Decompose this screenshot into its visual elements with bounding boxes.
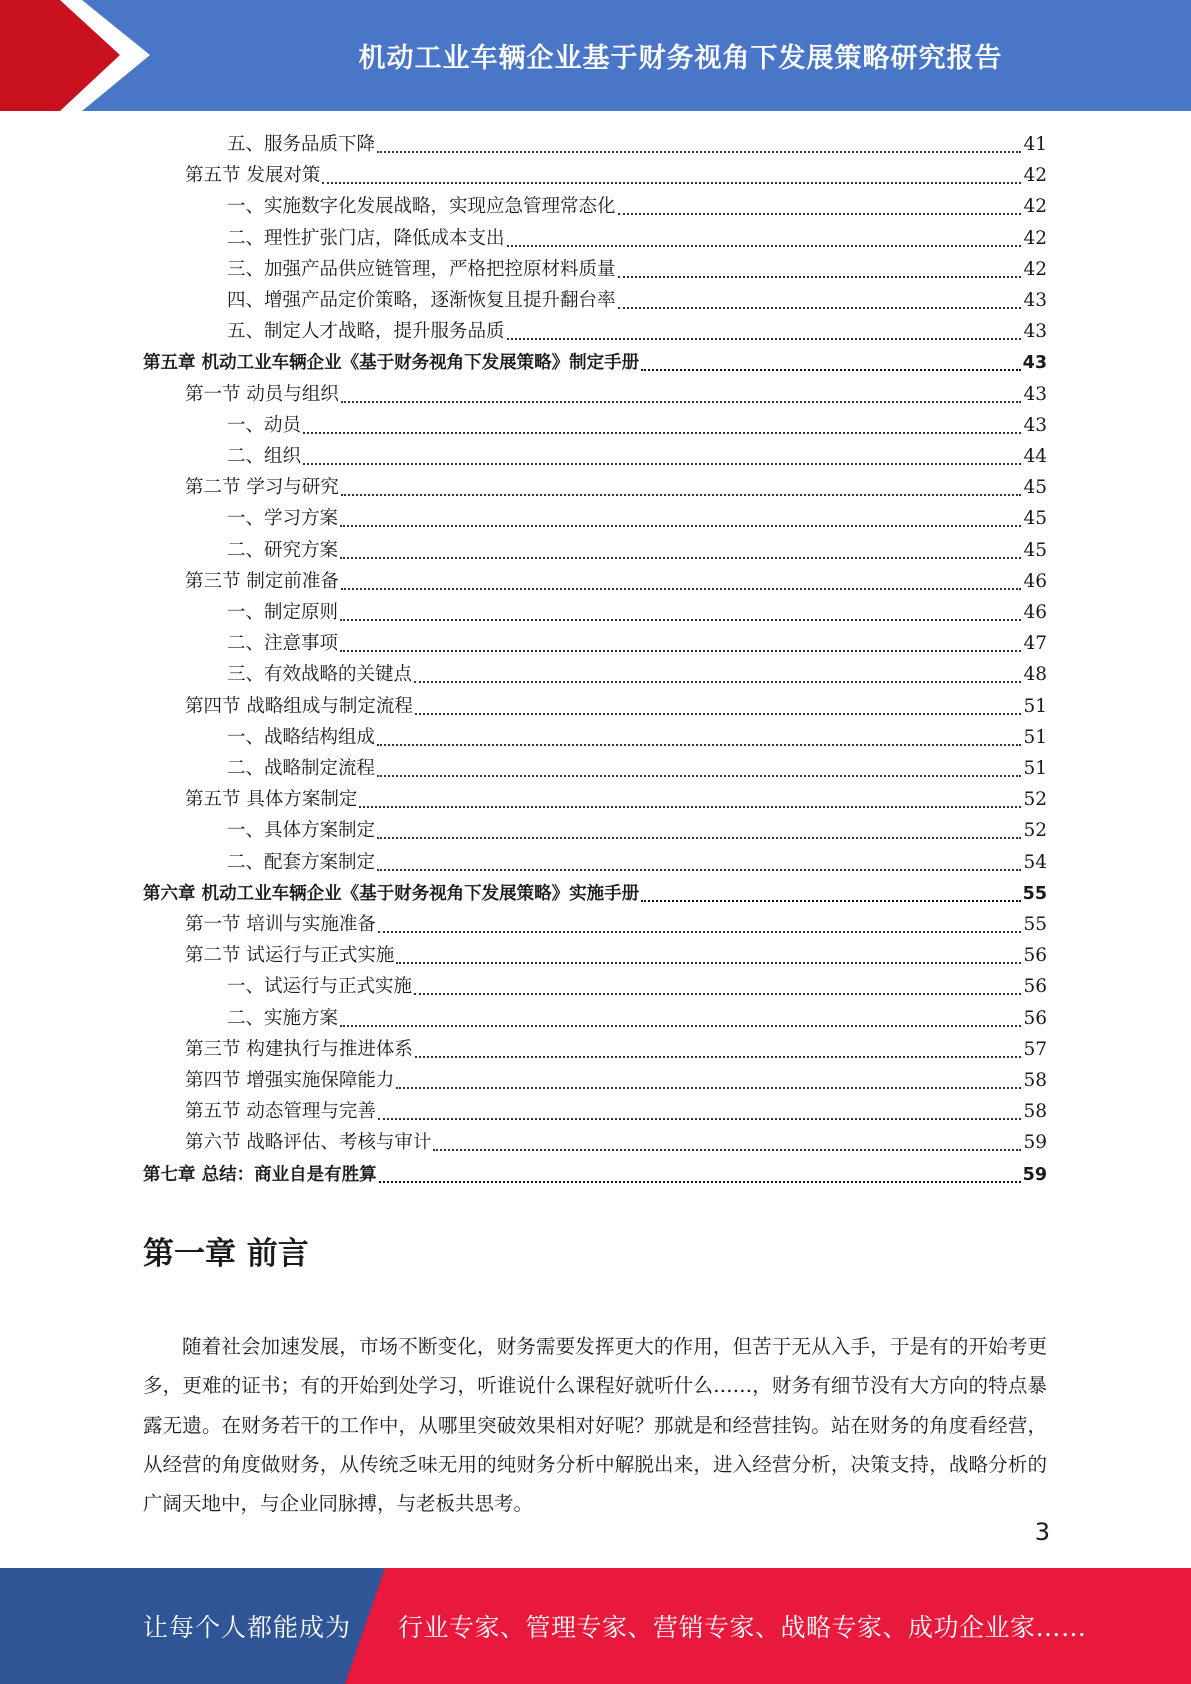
toc-dot-leader — [359, 790, 1021, 808]
toc-entry-title: 第四节 增强实施保障能力 — [185, 1070, 395, 1091]
toc-dot-leader — [415, 1040, 1022, 1058]
toc-entry-page: 47 — [1023, 633, 1047, 655]
toc-entry-title: 一、战略结构组成 — [227, 726, 376, 748]
toc-subsection-entry[interactable] — [227, 315, 1047, 346]
toc-entry-title: 第五节 发展对策 — [185, 165, 321, 187]
toc-dot-leader — [415, 697, 1022, 715]
toc-entry-title: 二、组织 — [227, 446, 302, 467]
header-arrow-decoration — [0, 0, 200, 111]
toc-entry-title: 第五节 具体方案制定 — [185, 789, 358, 811]
toc-entry-title: 二、研究方案 — [227, 539, 339, 561]
toc-entry-page: 43 — [1023, 290, 1047, 311]
page-header-banner — [0, 0, 1191, 111]
toc-dot-leader — [396, 946, 1021, 964]
toc-subsection-entry[interactable] — [227, 222, 1047, 253]
toc-entry-page: 43 — [1022, 353, 1047, 374]
toc-entry-title: 五、服务品质下降 — [227, 134, 376, 155]
toc-subsection-entry[interactable] — [227, 502, 1047, 533]
toc-dot-leader — [618, 197, 1022, 215]
toc-section-entry[interactable] — [185, 471, 1047, 502]
footer-slogan-left: 让每个人都能成为 — [143, 1613, 352, 1642]
toc-dot-leader — [414, 977, 1021, 995]
toc-entry-title: 三、有效战略的关键点 — [227, 664, 413, 686]
toc-entry-title: 一、实施数字化发展战略，实现应急管理常态化 — [227, 196, 616, 218]
toc-subsection-entry[interactable] — [227, 721, 1047, 752]
toc-entry-page: 48 — [1023, 664, 1047, 686]
toc-entry-page: 41 — [1023, 134, 1047, 155]
toc-subsection-entry[interactable] — [227, 596, 1047, 627]
toc-entry-page: 44 — [1023, 446, 1047, 467]
toc-dot-leader — [378, 1102, 1022, 1120]
toc-entry-page: 55 — [1023, 914, 1047, 935]
toc-dot-leader — [377, 135, 1021, 153]
toc-dot-leader — [377, 759, 1021, 777]
toc-entry-page: 43 — [1023, 383, 1047, 405]
toc-subsection-entry[interactable] — [227, 190, 1047, 221]
toc-entry-page: 42 — [1023, 258, 1047, 280]
toc-dot-leader — [340, 541, 1021, 559]
toc-entry-page: 45 — [1023, 539, 1047, 561]
toc-entry-page: 58 — [1023, 1101, 1047, 1123]
toc-chapter-entry[interactable] — [143, 1158, 1047, 1189]
toc-subsection-entry[interactable] — [227, 846, 1047, 877]
toc-entry-title: 二、配套方案制定 — [227, 851, 376, 873]
toc-entry-page: 57 — [1023, 1038, 1047, 1060]
toc-entry-title: 一、制定原则 — [227, 602, 339, 623]
toc-entry-page: 43 — [1023, 321, 1047, 343]
toc-subsection-entry[interactable] — [227, 627, 1047, 658]
toc-dot-leader — [433, 1133, 1021, 1151]
toc-dot-leader — [377, 853, 1021, 871]
toc-entry-page: 45 — [1023, 477, 1047, 499]
toc-dot-leader — [618, 260, 1022, 278]
toc-entry-title: 四、增强产品定价策略，逐渐恢复且提升翻台率 — [227, 290, 616, 311]
toc-entry-title: 第四节 战略组成与制定流程 — [185, 695, 413, 717]
toc-entry-page: 46 — [1023, 602, 1047, 623]
footer-slogan-right: 行业专家、管理专家、营销专家、战略专家、成功企业家…… — [398, 1613, 1087, 1642]
toc-entry-title: 三、加强产品供应链管理，严格把控原材料质量 — [227, 258, 616, 280]
toc-dot-leader — [377, 728, 1021, 746]
toc-subsection-entry[interactable] — [227, 814, 1047, 845]
toc-entry-title: 二、理性扩张门店，降低成本支出 — [227, 227, 505, 249]
toc-dot-leader — [340, 603, 1021, 621]
toc-entry-title: 二、战略制定流程 — [227, 758, 376, 779]
toc-dot-leader — [377, 821, 1021, 839]
toc-entry-page: 56 — [1023, 945, 1047, 967]
toc-subsection-entry[interactable] — [227, 658, 1047, 689]
toc-entry-title: 一、动员 — [227, 414, 302, 436]
toc-section-entry[interactable] — [185, 565, 1047, 596]
toc-section-entry[interactable] — [185, 1033, 1047, 1064]
toc-subsection-entry[interactable] — [227, 1002, 1047, 1033]
toc-section-entry[interactable] — [185, 783, 1047, 814]
toc-dot-leader — [341, 478, 1022, 496]
chapter-heading: 第一章 前言 — [143, 1236, 309, 1272]
toc-subsection-entry[interactable] — [227, 409, 1047, 440]
toc-dot-leader — [341, 385, 1022, 403]
toc-dot-leader — [414, 665, 1021, 683]
page-number: 3 — [1034, 1518, 1050, 1546]
toc-entry-page: 43 — [1023, 414, 1047, 436]
toc-dot-leader — [341, 572, 1022, 590]
toc-section-entry[interactable] — [185, 1064, 1047, 1095]
toc-section-entry[interactable] — [185, 939, 1047, 970]
toc-dot-leader — [340, 1009, 1021, 1027]
toc-entry-page: 59 — [1023, 1132, 1047, 1154]
toc-dot-leader — [507, 229, 1022, 247]
toc-entry-page: 59 — [1022, 1164, 1047, 1185]
toc-entry-title: 第五节 动态管理与完善 — [185, 1101, 376, 1123]
toc-entry-page: 52 — [1023, 789, 1047, 811]
toc-entry-title: 二、实施方案 — [227, 1007, 339, 1029]
toc-entry-page: 54 — [1023, 851, 1047, 873]
toc-subsection-entry[interactable] — [227, 752, 1047, 783]
toc-entry-title: 第二节 学习与研究 — [185, 477, 339, 499]
toc-subsection-entry[interactable] — [227, 284, 1047, 315]
toc-entry-page: 42 — [1023, 165, 1047, 187]
toc-entry-title: 第七章 总结：商业自是有胜算 — [143, 1164, 377, 1185]
toc-entry-title: 第二节 试运行与正式实施 — [185, 945, 395, 967]
toc-section-entry[interactable] — [185, 1126, 1047, 1157]
toc-subsection-entry[interactable] — [227, 253, 1047, 284]
toc-entry-title: 第六章 机动工业车辆企业《基于财务视角下发展策略》实施手册 — [143, 883, 640, 904]
toc-dot-leader — [322, 166, 1021, 184]
toc-entry-page: 42 — [1023, 196, 1047, 218]
toc-dot-leader — [303, 447, 1021, 465]
toc-entry-page: 51 — [1023, 695, 1047, 717]
toc-entry-title: 一、学习方案 — [227, 508, 339, 530]
toc-section-entry[interactable] — [185, 159, 1047, 190]
toc-dot-leader — [641, 353, 1021, 371]
toc-entry-page: 51 — [1023, 758, 1047, 779]
toc-entry-page: 58 — [1023, 1070, 1047, 1091]
toc-subsection-entry[interactable] — [227, 970, 1047, 1001]
toc-entry-title: 第五章 机动工业车辆企业《基于财务视角下发展策略》制定手册 — [143, 353, 640, 374]
toc-entry-title: 一、试运行与正式实施 — [227, 976, 413, 998]
toc-entry-title: 第六节 战略评估、考核与审计 — [185, 1132, 432, 1154]
toc-entry-page: 42 — [1023, 227, 1047, 249]
toc-subsection-entry[interactable] — [227, 440, 1047, 471]
toc-entry-page: 45 — [1023, 508, 1047, 530]
toc-dot-leader — [303, 416, 1021, 434]
toc-dot-leader — [340, 509, 1021, 527]
toc-dot-leader — [641, 884, 1021, 902]
toc-entry-title: 二、注意事项 — [227, 633, 339, 655]
toc-dot-leader — [340, 634, 1021, 652]
toc-entry-title: 五、制定人才战略，提升服务品质 — [227, 321, 505, 343]
toc-entry-title: 一、具体方案制定 — [227, 820, 376, 842]
toc-chapter-entry[interactable] — [143, 346, 1047, 377]
toc-dot-leader — [618, 291, 1022, 309]
page-footer-banner — [0, 1568, 1191, 1684]
toc-dot-leader — [378, 915, 1022, 933]
toc-dot-leader — [507, 322, 1022, 340]
toc-entry-page: 46 — [1023, 570, 1047, 592]
toc-subsection-entry[interactable] — [227, 128, 1047, 159]
document-title: 机动工业车辆企业基于财务视角下发展策略研究报告 — [358, 43, 1003, 74]
body-paragraph: 随着社会加速发展，市场不断变化，财务需要发挥更大的作用，但苦于无从入手，于是有的开始考更多，更难的证书；有的开始到处学习，听谁说什么课程好就听什么……，财务有细节没有大方向的特点暴露无遗。在财务若干的工作中，从哪里突破效果相对好呢？那就是和经营挂钩。站在财务的角度看经营，从经营的角度做财务，从传统乏味无用的纯财务分析中解脱出来，进入经营分析，决策支持，战略分析的广阔天地中，与企业同脉搏，与老板共思考。 — [143, 1335, 1047, 1516]
toc-entry-title: 第三节 构建执行与推进体系 — [185, 1038, 413, 1060]
toc-section-entry[interactable] — [185, 378, 1047, 409]
toc-entry-page: 56 — [1023, 1007, 1047, 1029]
toc-entry-title: 第三节 制定前准备 — [185, 570, 339, 592]
toc-dot-leader — [379, 1165, 1021, 1183]
toc-entry-title: 第一节 动员与组织 — [185, 383, 339, 405]
toc-dot-leader — [396, 1071, 1021, 1089]
toc-subsection-entry[interactable] — [227, 534, 1047, 565]
toc-entry-page: 52 — [1023, 820, 1047, 842]
toc-chapter-entry[interactable] — [143, 877, 1047, 908]
toc-section-entry[interactable] — [185, 1095, 1047, 1126]
toc-entry-title: 第一节 培训与实施准备 — [185, 914, 376, 935]
toc-entry-page: 51 — [1023, 726, 1047, 748]
toc-section-entry[interactable] — [185, 908, 1047, 939]
toc-entry-page: 55 — [1022, 883, 1047, 904]
toc-section-entry[interactable] — [185, 690, 1047, 721]
toc-entry-page: 56 — [1023, 976, 1047, 998]
